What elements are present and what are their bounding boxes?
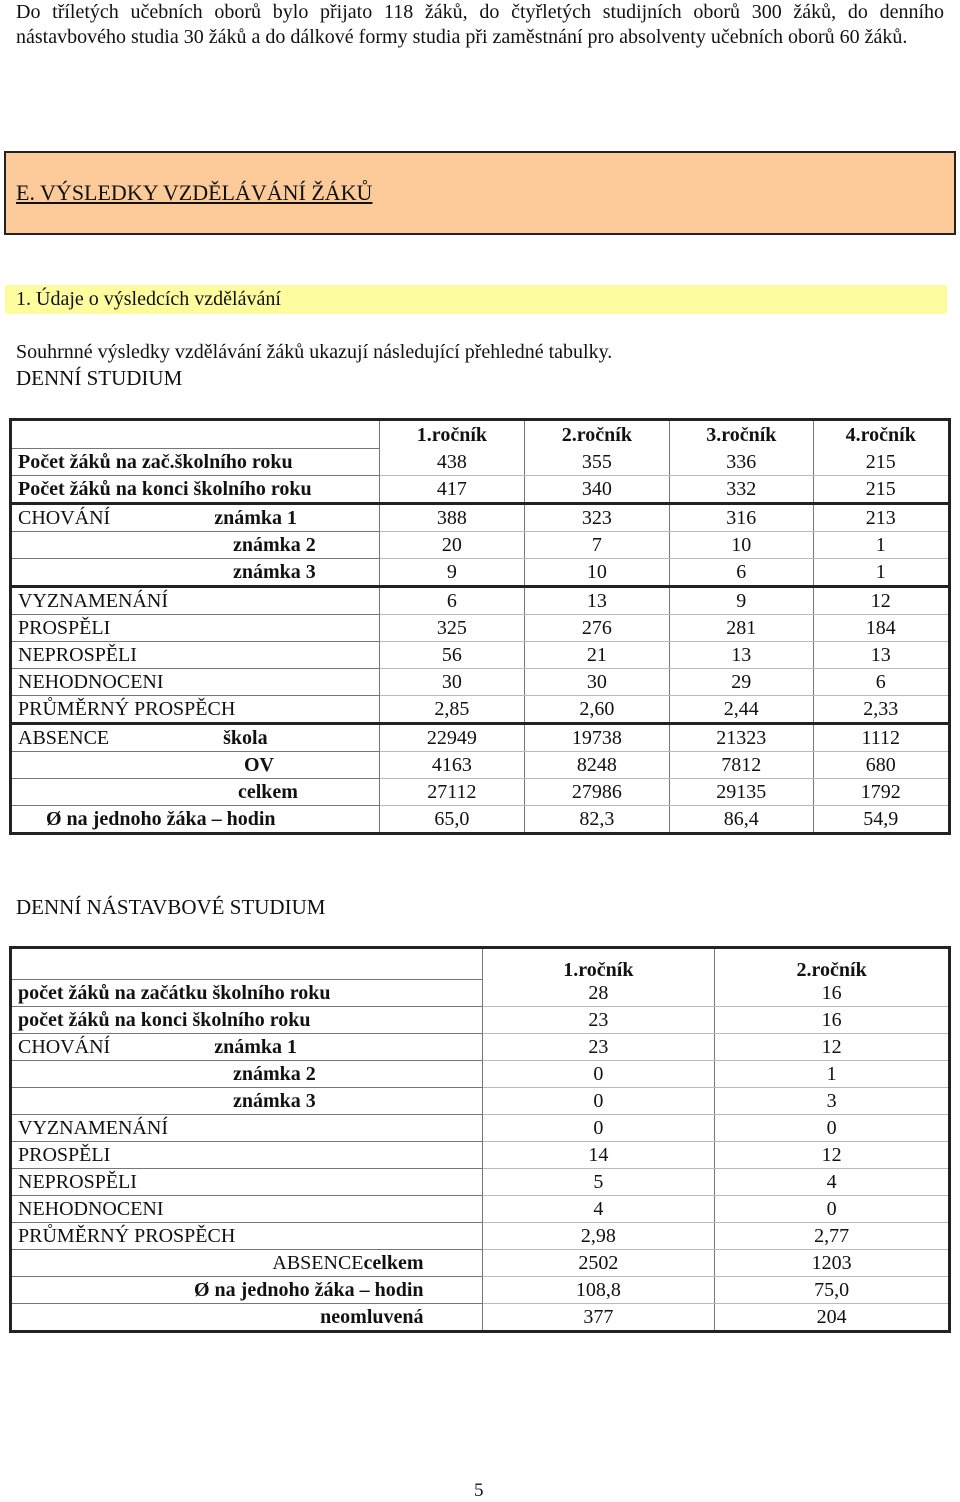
value-cell: 1112 (813, 724, 949, 752)
value-cell: 438 (380, 449, 524, 476)
row-label-cell (11, 779, 380, 806)
table-row (11, 559, 950, 587)
value-cell: 0 (482, 1088, 715, 1115)
row-label: NEHODNOCENI (18, 671, 164, 693)
value-cell: 2,98 (482, 1223, 715, 1250)
table-row (11, 1088, 950, 1115)
value-cell: 13 (670, 642, 813, 669)
table-row (11, 615, 950, 642)
row-label: VYZNAMENÁNÍ (18, 1117, 168, 1139)
intro-paragraph: Do tříletých učebních oborů bylo přijato 118 žáků, do čtyřletých studijních oborů 300 žáků, do denního nástavbového studia 30 žáků a do dálkové formy studia při zaměstnání pro absolventy učebních oborů 60 žáků. (16, 1, 944, 48)
value-cell: 184 (813, 615, 949, 642)
header-empty-cell (11, 948, 483, 980)
value-cell: 12 (715, 1034, 950, 1061)
row-sublabel: známka 3 (233, 1090, 316, 1112)
value-cell: 14 (482, 1142, 715, 1169)
row-label-cell (11, 449, 380, 476)
value-cell: 108,8 (482, 1277, 715, 1304)
row-label: počet žáků na začátku školního roku (18, 982, 331, 1004)
table-row (11, 779, 950, 806)
value-cell: 16 (715, 980, 950, 1007)
value-cell: 12 (813, 587, 949, 615)
subsection-title: 1. Údaje o výsledcích vzdělávání (16, 288, 281, 310)
value-cell: 21 (524, 642, 669, 669)
value-cell: 8248 (524, 752, 669, 779)
row-sublabel: neomluvená (320, 1306, 424, 1328)
table-row (11, 1196, 950, 1223)
value-cell: 323 (524, 504, 669, 532)
value-cell: 22949 (380, 724, 524, 752)
page-number: 5 (474, 1480, 484, 1501)
row-label-cell (11, 559, 380, 587)
row-label-cell (11, 1223, 483, 1250)
value-cell: 680 (813, 752, 949, 779)
row-label-cell (11, 1115, 483, 1142)
value-cell: 6 (813, 669, 949, 696)
row-label-cell (11, 1088, 483, 1115)
row-label: ABSENCE (272, 1252, 364, 1274)
value-cell: 0 (715, 1115, 950, 1142)
row-label: Počet žáků na zač.školního roku (18, 451, 293, 473)
row-label: PRŮMĚRNÝ PROSPĚCH (18, 698, 236, 720)
value-cell: 417 (380, 476, 524, 504)
row-label-cell (11, 724, 380, 752)
table-row (11, 449, 950, 476)
row-label-cell (11, 1007, 483, 1034)
value-cell: 27112 (380, 779, 524, 806)
row-label-cell (11, 476, 380, 504)
table-row (11, 1007, 950, 1034)
value-cell: 2,60 (524, 696, 669, 724)
nastavbove-studium-heading: DENNÍ NÁSTAVBOVÉ STUDIUM (16, 895, 326, 919)
table-row (11, 1277, 950, 1304)
row-label: CHOVÁNÍ (18, 1036, 111, 1058)
table-header-row (11, 420, 950, 449)
value-cell: 213 (813, 504, 949, 532)
row-sublabel: známka 3 (233, 561, 316, 583)
table-row (11, 696, 950, 724)
row-sublabel: známka 2 (233, 534, 316, 556)
nastavbove-studium-table (9, 946, 951, 1333)
row-label: Počet žáků na konci školního roku (18, 478, 312, 500)
denni-studium-heading: DENNÍ STUDIUM (16, 366, 183, 390)
value-cell: 28 (482, 980, 715, 1007)
value-cell: 4 (482, 1196, 715, 1223)
header-rocnik-2: 2.ročník (715, 948, 950, 980)
row-label-cell (11, 980, 483, 1007)
value-cell: 281 (670, 615, 813, 642)
value-cell: 332 (670, 476, 813, 504)
row-label-cell (11, 1142, 483, 1169)
row-label: Ø na jednoho žáka – hodin (46, 808, 276, 830)
value-cell: 75,0 (715, 1277, 950, 1304)
value-cell: 54,9 (813, 806, 949, 834)
header-rocnik-1: 1.ročník (482, 948, 715, 980)
value-cell: 2,44 (670, 696, 813, 724)
row-label: NEPROSPĚLI (18, 644, 137, 666)
table-row (11, 1223, 950, 1250)
header-rocnik-2: 2.ročník (524, 420, 669, 449)
value-cell: 65,0 (380, 806, 524, 834)
value-cell: 1792 (813, 779, 949, 806)
value-cell: 30 (524, 669, 669, 696)
table-row (11, 504, 950, 532)
row-label: VYZNAMENÁNÍ (18, 590, 168, 612)
value-cell: 23 (482, 1007, 715, 1034)
value-cell: 21323 (670, 724, 813, 752)
row-sublabel: známka 2 (233, 1063, 316, 1085)
value-cell: 20 (380, 532, 524, 559)
value-cell: 1 (813, 532, 949, 559)
value-cell: 13 (524, 587, 669, 615)
denni-studium-table (9, 418, 951, 835)
row-label: PROSPĚLI (18, 617, 111, 639)
row-sublabel: Ø na jednoho žáka – hodin (193, 1279, 424, 1301)
value-cell: 27986 (524, 779, 669, 806)
value-cell: 4 (715, 1169, 950, 1196)
value-cell: 30 (380, 669, 524, 696)
row-label-cell (11, 1196, 483, 1223)
value-cell: 325 (380, 615, 524, 642)
value-cell: 377 (482, 1304, 715, 1332)
table-row (11, 1169, 950, 1196)
value-cell: 388 (380, 504, 524, 532)
row-label: počet žáků na konci školního roku (18, 1009, 311, 1031)
value-cell: 4163 (380, 752, 524, 779)
table-row (11, 724, 950, 752)
row-sublabel: známka 1 (214, 507, 298, 529)
value-cell: 5 (482, 1169, 715, 1196)
value-cell: 29135 (670, 779, 813, 806)
value-cell: 3 (715, 1088, 950, 1115)
row-label-cell (11, 504, 380, 532)
value-cell: 19738 (524, 724, 669, 752)
value-cell: 0 (715, 1196, 950, 1223)
table-header-row (11, 948, 950, 980)
row-label-cell (11, 669, 380, 696)
row-label: PRŮMĚRNÝ PROSPĚCH (18, 1225, 236, 1247)
table-row (11, 1034, 950, 1061)
value-cell: 2,33 (813, 696, 949, 724)
row-label: PROSPĚLI (18, 1144, 111, 1166)
row-label-cell (11, 1034, 483, 1061)
value-cell: 355 (524, 449, 669, 476)
row-sublabel: škola (223, 727, 268, 749)
value-cell: 12 (715, 1142, 950, 1169)
header-rocnik-3: 3.ročník (670, 420, 813, 449)
value-cell: 1 (813, 559, 949, 587)
row-label-cell (11, 696, 380, 724)
table-row (11, 642, 950, 669)
row-label-cell (11, 642, 380, 669)
row-label-cell (11, 1061, 483, 1088)
table-row (11, 587, 950, 615)
value-cell: 316 (670, 504, 813, 532)
value-cell: 2,77 (715, 1223, 950, 1250)
value-cell: 10 (524, 559, 669, 587)
value-cell: 276 (524, 615, 669, 642)
table-row (11, 1115, 950, 1142)
value-cell: 7 (524, 532, 669, 559)
row-label: ABSENCE (18, 727, 110, 749)
value-cell: 204 (715, 1304, 950, 1332)
row-label-cell (11, 1250, 483, 1277)
value-cell: 215 (813, 476, 949, 504)
value-cell: 82,3 (524, 806, 669, 834)
table-row (11, 1142, 950, 1169)
row-label-cell (11, 615, 380, 642)
row-sublabel: OV (244, 754, 274, 776)
value-cell: 86,4 (670, 806, 813, 834)
row-label-cell (11, 1277, 483, 1304)
section-title: E. VÝSLEDKY VZDĚLÁVÁNÍ ŽÁKŮ (16, 180, 373, 205)
value-cell: 215 (813, 449, 949, 476)
value-cell: 0 (482, 1115, 715, 1142)
value-cell: 13 (813, 642, 949, 669)
row-label-cell (11, 1304, 483, 1332)
row-sublabel: celkem (238, 781, 298, 803)
value-cell: 336 (670, 449, 813, 476)
value-cell: 56 (380, 642, 524, 669)
table-row (11, 476, 950, 504)
value-cell: 10 (670, 532, 813, 559)
row-label-cell (11, 752, 380, 779)
value-cell: 9 (380, 559, 524, 587)
value-cell: 2502 (482, 1250, 715, 1277)
value-cell: 1203 (715, 1250, 950, 1277)
value-cell: 1 (715, 1061, 950, 1088)
row-sublabel: celkem (363, 1252, 424, 1274)
row-label-cell (11, 806, 380, 834)
header-empty-cell (11, 420, 380, 449)
header-rocnik-1: 1.ročník (380, 420, 524, 449)
value-cell: 23 (482, 1034, 715, 1061)
row-label-cell (11, 532, 380, 559)
table-row (11, 752, 950, 779)
header-rocnik-4: 4.ročník (813, 420, 949, 449)
value-cell: 340 (524, 476, 669, 504)
value-cell: 16 (715, 1007, 950, 1034)
value-cell: 6 (380, 587, 524, 615)
value-cell: 7812 (670, 752, 813, 779)
row-label-cell (11, 1169, 483, 1196)
table-row (11, 1061, 950, 1088)
value-cell: 9 (670, 587, 813, 615)
table-row (11, 1250, 950, 1277)
value-cell: 2,85 (380, 696, 524, 724)
table-row (11, 980, 950, 1007)
value-cell: 0 (482, 1061, 715, 1088)
row-label-cell (11, 587, 380, 615)
value-cell: 6 (670, 559, 813, 587)
summary-text: Souhrnné výsledky vzdělávání žáků ukazují následující přehledné tabulky. (16, 341, 613, 363)
row-label: NEPROSPĚLI (18, 1171, 137, 1193)
row-label: CHOVÁNÍ (18, 507, 111, 529)
row-label: NEHODNOCENI (18, 1198, 164, 1220)
table-row (11, 532, 950, 559)
table-row (11, 669, 950, 696)
row-sublabel: známka 1 (214, 1036, 298, 1058)
value-cell: 29 (670, 669, 813, 696)
table-row (11, 1304, 950, 1332)
table-row (11, 806, 950, 834)
